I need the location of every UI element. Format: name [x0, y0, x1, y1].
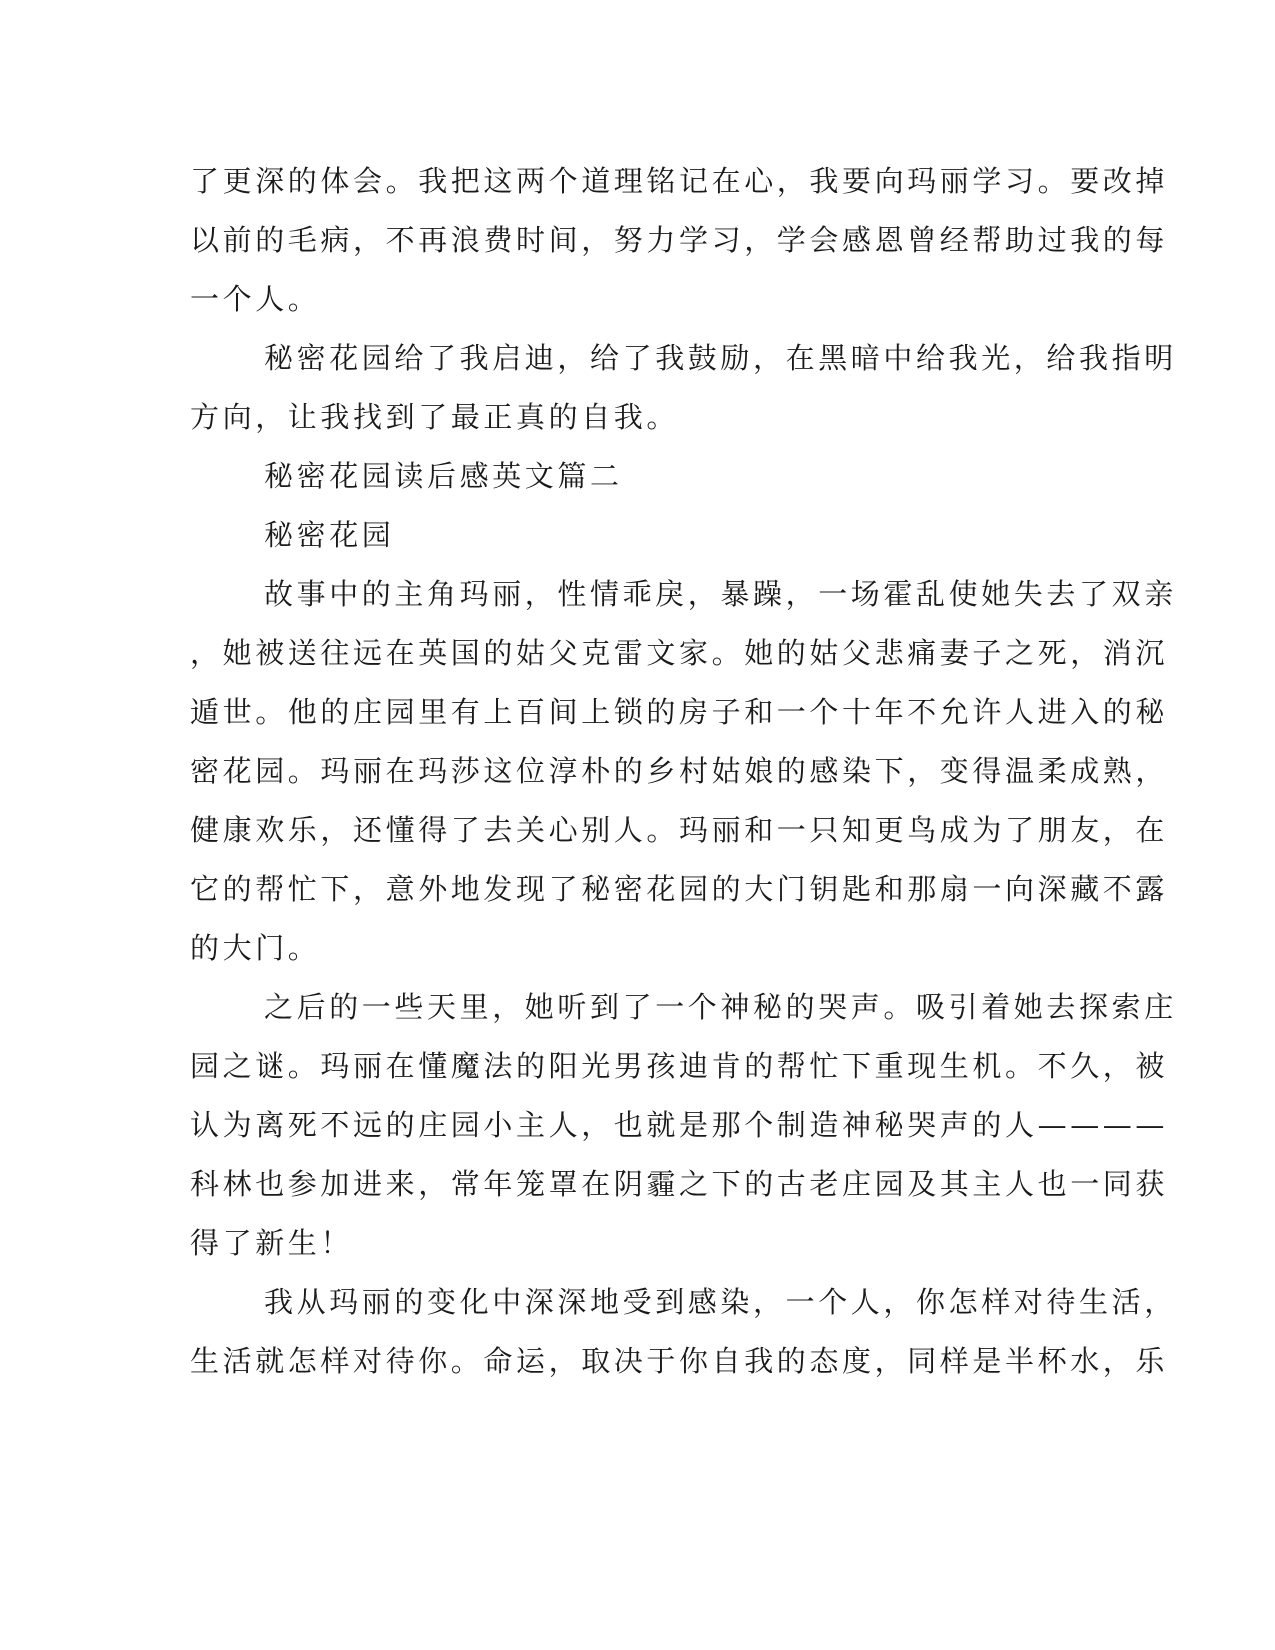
- text-line: 密花园。玛丽在玛莎这位淳朴的乡村姑娘的感染下，变得温柔成熟，: [190, 754, 1169, 788]
- text-line: 方向，让我找到了最正真的自我。: [190, 400, 680, 434]
- text-line: 故事中的主角玛丽，性情乖戾，暴躁，一场霍乱使她失去了双亲: [264, 577, 1177, 611]
- text-line: 一个人。: [190, 282, 321, 316]
- text-line: 秘密花园给了我启迪，给了我鼓励，在黑暗中给我光，给我指明: [264, 341, 1177, 375]
- text-line: 生活就怎样对待你。命运，取决于你自我的态度，同样是半杯水，乐: [190, 1344, 1169, 1378]
- text-line: 了更深的体会。我把这两个道理铭记在心，我要向玛丽学习。要改掉: [190, 164, 1169, 198]
- section-heading: 秘密花园读后感英文篇二: [264, 459, 623, 493]
- text-line: 园之谜。玛丽在懂魔法的阳光男孩迪肯的帮忙下重现生机。不久，被: [190, 1049, 1169, 1083]
- text-line: ，她被送往远在英国的姑父克雷文家。她的姑父悲痛妻子之死，消沉: [190, 636, 1169, 670]
- text-line: 遁世。他的庄园里有上百间上锁的房子和一个十年不允许人进入的秘: [190, 695, 1169, 729]
- text-line: 的大门。: [190, 931, 321, 965]
- text-line: 我从玛丽的变化中深深地受到感染，一个人，你怎样对待生活，: [264, 1285, 1177, 1319]
- text-line: 健康欢乐，还懂得了去关心别人。玛丽和一只知更鸟成为了朋友，在: [190, 813, 1169, 847]
- section-subheading: 秘密花园: [264, 518, 395, 552]
- text-line: 以前的毛病，不再浪费时间，努力学习，学会感恩曾经帮助过我的每: [190, 223, 1169, 257]
- text-line: 之后的一些天里，她听到了一个神秘的哭声。吸引着她去探索庄: [264, 990, 1177, 1024]
- text-line: 得了新生！: [190, 1226, 354, 1260]
- text-line: 它的帮忙下，意外地发现了秘密花园的大门钥匙和那扇一向深藏不露: [190, 872, 1169, 906]
- text-line: 认为离死不远的庄园小主人，也就是那个制造神秘哭声的人————: [190, 1108, 1169, 1142]
- text-line: 科林也参加进来，常年笼罩在阴霾之下的古老庄园及其主人也一同获: [190, 1167, 1169, 1201]
